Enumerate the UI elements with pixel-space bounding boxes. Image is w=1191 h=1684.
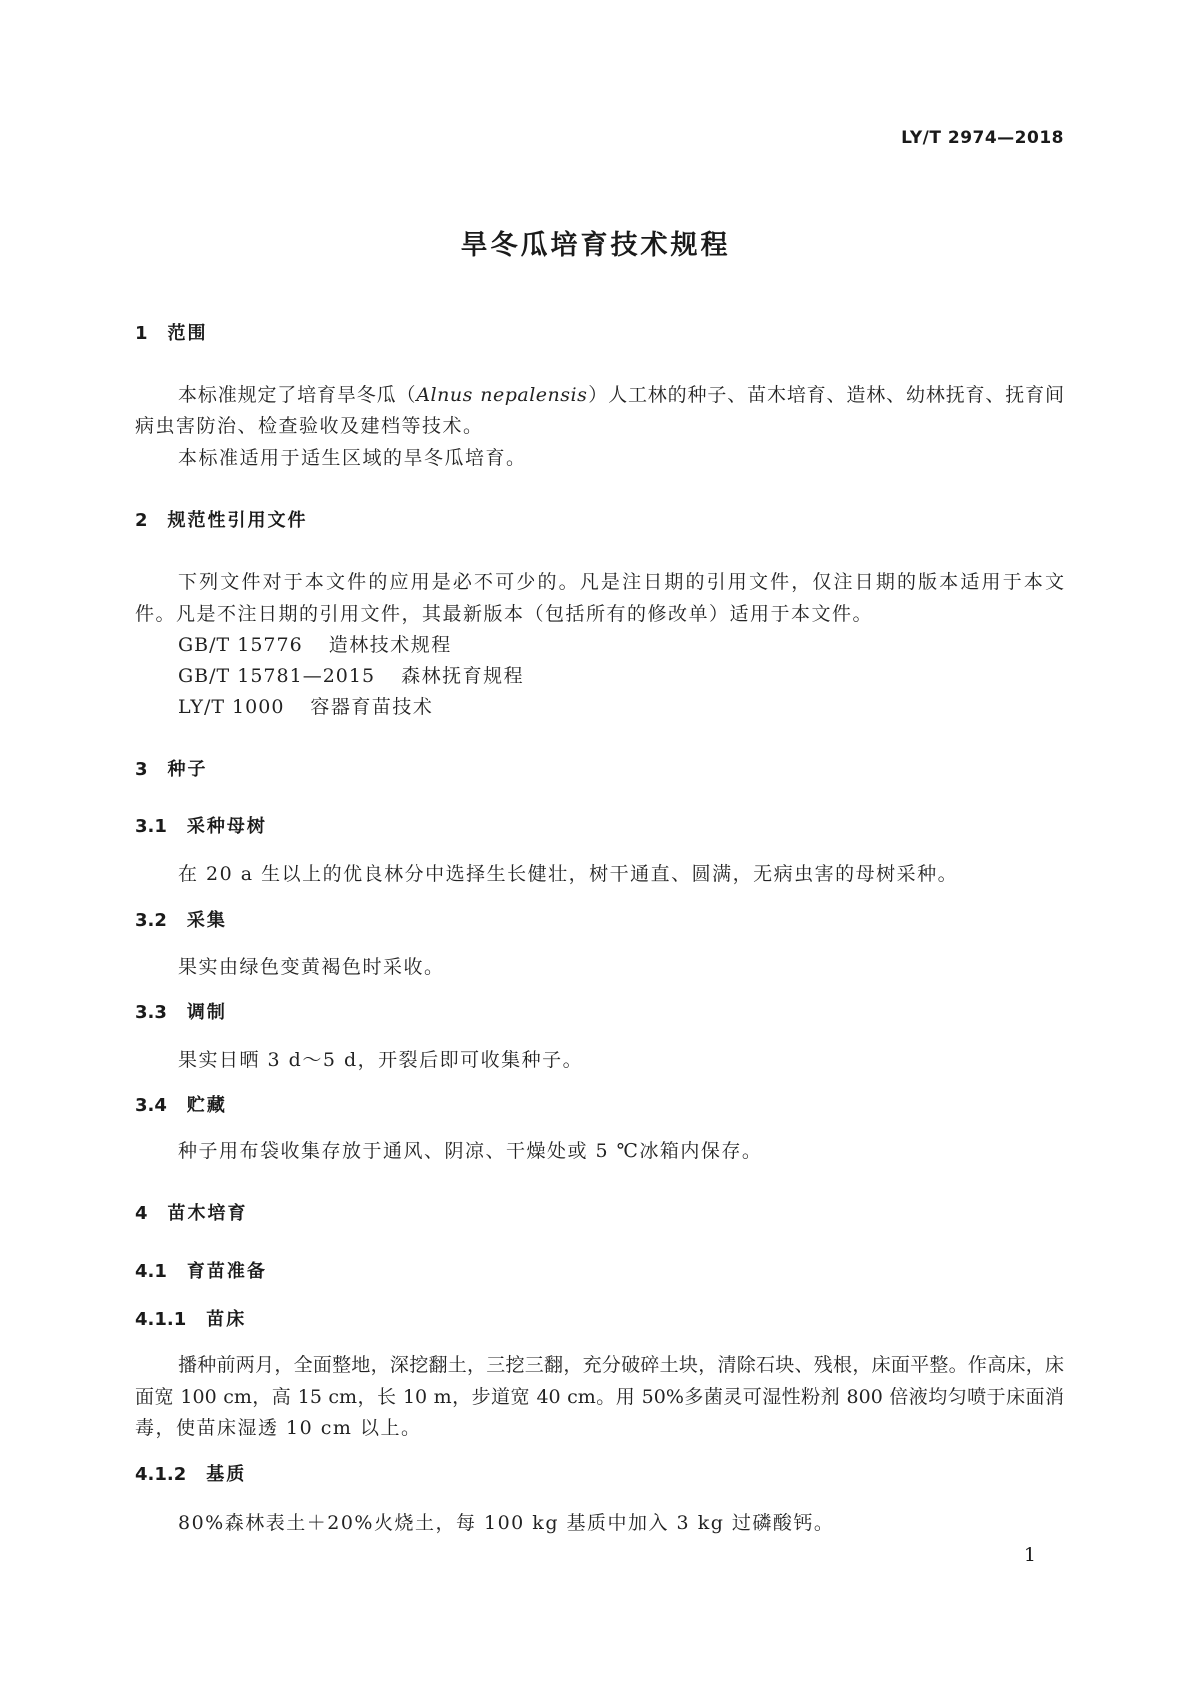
- subsection-number: 3.1: [135, 816, 167, 837]
- substrate-text: 80%森林表土＋20%火烧土，每 100 kg 基质中加入 3 kg 过磷酸钙。: [178, 1512, 835, 1534]
- seedbed-line-3: 毒，使苗床湿透 10 cm 以上。: [135, 1417, 422, 1439]
- subsection-title: 基质: [206, 1464, 247, 1485]
- subsection-3-2-heading: [135, 906, 227, 936]
- section-2-heading: [135, 506, 308, 536]
- section-title: 规范性引用文件: [167, 510, 308, 531]
- scope-paragraph-line-1: [178, 380, 1064, 411]
- reference-code: GB/T 15776: [178, 634, 303, 656]
- subsection-4-1-1-heading: [135, 1305, 246, 1335]
- subsection-3-1-heading: [135, 812, 267, 842]
- subsection-3-1-text: 在 20 a 生以上的优良林分中选择生长健壮，树干通直、圆满，无病虫害的母树采种。: [178, 863, 959, 885]
- subsection-number: 4.1: [135, 1261, 167, 1282]
- scope-paragraph-2: 本标准适用于适生区域的旱冬瓜培育。: [178, 447, 527, 469]
- reference-item: [178, 630, 1064, 661]
- reference-title: 造林技术规程: [328, 634, 452, 656]
- subsection-3-3-heading: [135, 998, 227, 1028]
- page-number: 1: [1023, 1544, 1036, 1566]
- reference-title: 容器育苗技术: [310, 696, 434, 718]
- scope-text-after: ）人工林的种子、苗木培育、造林、幼林抚育、抚育间: [587, 384, 1064, 406]
- section-number: 4: [135, 1203, 148, 1224]
- subsection-4-1-heading: [135, 1257, 267, 1287]
- subsection-title: 调制: [186, 1002, 227, 1023]
- scope-text-before: 本标准规定了培育旱冬瓜（: [178, 384, 417, 406]
- reference-item: [178, 661, 1064, 692]
- refs-intro-line-1: 下列文件对于本文件的应用是必不可少的。凡是注日期的引用文件，仅注日期的版本适用于本文: [178, 571, 1064, 593]
- reference-code: GB/T 15781—2015: [178, 665, 376, 687]
- subsection-title: 贮藏: [186, 1095, 227, 1116]
- subsection-title: 苗床: [206, 1309, 247, 1330]
- subsection-3-3-text: 果实日晒 3 d～5 d，开裂后即可收集种子。: [178, 1049, 584, 1071]
- section-title: 范围: [167, 323, 208, 344]
- section-title: 种子: [167, 759, 208, 780]
- species-latin-name: Alnus nepalensis: [416, 384, 588, 406]
- section-title: 苗木培育: [167, 1203, 248, 1224]
- subsection-3-4-heading: [135, 1091, 227, 1121]
- reference-code: LY/T 1000: [178, 696, 285, 718]
- seedbed-line-2: 面宽 100 cm，高 15 cm，长 10 m，步道宽 40 cm。用 50%多菌灵可湿性粉剂 800 倍液均匀喷于床面消: [135, 1386, 1064, 1408]
- subsection-title: 育苗准备: [186, 1261, 267, 1282]
- subsection-title: 采集: [186, 910, 227, 931]
- section-number: 1: [135, 323, 148, 344]
- section-number: 2: [135, 510, 148, 531]
- subsection-number: 4.1.1: [135, 1309, 187, 1330]
- subsection-3-2-text: 果实由绿色变黄褐色时采收。: [178, 956, 445, 978]
- standard-code-header: LY/T 2974—2018: [901, 128, 1064, 148]
- section-4-heading: [135, 1199, 248, 1229]
- subsection-4-1-2-heading: [135, 1460, 246, 1490]
- section-1-heading: [135, 319, 208, 349]
- section-number: 3: [135, 759, 148, 780]
- seedbed-line-1: 播种前两月，全面整地，深挖翻土，三挖三翻，充分破碎土块，清除石块、残根，床面平整。作高床，床: [178, 1354, 1064, 1376]
- subsection-3-4-text: 种子用布袋收集存放于通风、阴凉、干燥处或 5 ℃冰箱内保存。: [178, 1140, 763, 1162]
- scope-paragraph-line-2: 病虫害防治、检查验收及建档等技术。: [135, 415, 484, 437]
- refs-intro-line-2: 件。凡是不注日期的引用文件，其最新版本（包括所有的修改单）适用于本文件。: [135, 603, 874, 625]
- subsection-number: 3.4: [135, 1095, 167, 1116]
- section-3-heading: [135, 755, 208, 785]
- subsection-number: 4.1.2: [135, 1464, 187, 1485]
- subsection-title: 采种母树: [186, 816, 267, 837]
- document-title: 旱冬瓜培育技术规程: [460, 230, 731, 261]
- reference-title: 森林抚育规程: [401, 665, 525, 687]
- subsection-number: 3.2: [135, 910, 167, 931]
- reference-item: [178, 692, 1064, 723]
- subsection-number: 3.3: [135, 1002, 167, 1023]
